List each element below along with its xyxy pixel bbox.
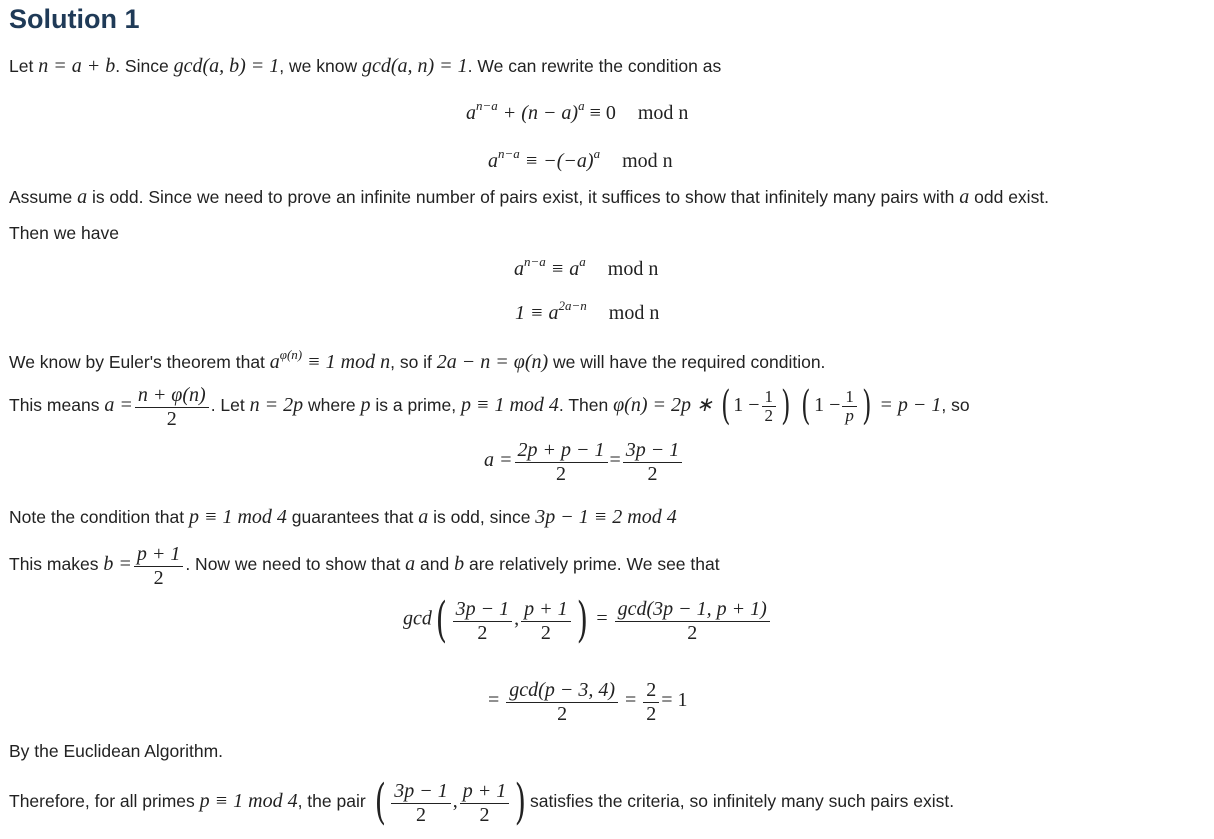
eq-term: ≡ 0 — [584, 102, 616, 124]
text: Assume — [9, 187, 78, 207]
eq-term: ≡ a — [545, 258, 580, 280]
fraction-denominator: 2 — [506, 702, 618, 725]
equation-3 — [514, 254, 658, 281]
text: where — [303, 395, 361, 415]
text: We know by Euler's theorem that — [9, 352, 270, 372]
math-inline: φ(n) = 2p ∗ — [613, 394, 713, 416]
text: Let — [9, 56, 39, 76]
text: are relatively prime. We see that — [464, 554, 720, 574]
text: is odd, since — [428, 507, 536, 527]
equation-4 — [515, 298, 659, 325]
fraction-numerator: 3p − 1 — [394, 779, 448, 802]
fraction — [643, 678, 659, 725]
text: . Since — [115, 56, 174, 76]
text: . Then — [558, 395, 614, 415]
paragraph-euclid: By the Euclidean Algorithm. — [9, 741, 224, 761]
fraction — [506, 678, 618, 725]
eq-term: + (n − a) — [497, 102, 579, 124]
math-inline: n = a + b — [38, 55, 116, 77]
paragraph-makes — [9, 538, 720, 590]
fraction-numerator: 3p − 1 — [625, 439, 680, 461]
left-paren: ( — [720, 383, 731, 430]
eq-term: gcd — [403, 607, 432, 630]
fraction-denominator: 2 — [135, 407, 209, 430]
math-inline: b = — [103, 553, 132, 575]
math-inline: p ≡ 1 mod 4 — [460, 394, 559, 416]
right-paren: ) — [515, 774, 527, 831]
math-inline: ≡ 1 mod n — [302, 351, 391, 373]
text: odd exist. — [969, 187, 1050, 207]
fraction-denominator: 2 — [134, 566, 184, 589]
text: guarantees that — [286, 507, 419, 527]
fraction — [521, 597, 571, 644]
math-inline: a — [405, 553, 416, 575]
math-inline: a — [269, 351, 280, 373]
math-inline: , — [452, 790, 458, 812]
equation-6 — [403, 592, 772, 648]
eq-term: = — [488, 689, 500, 712]
eq-term: = — [624, 689, 637, 712]
eq-term: = — [609, 449, 621, 472]
eq-term: , — [514, 607, 520, 630]
eq-term: = — [596, 607, 608, 630]
fraction-denominator: p — [842, 406, 857, 425]
math-inline: n = 2p — [249, 394, 304, 416]
math-inline: gcd(a, n) = 1 — [361, 55, 468, 77]
fraction-numerator: 3p − 1 — [455, 597, 510, 620]
eq-mod: mod n — [607, 258, 659, 280]
fraction — [135, 383, 209, 430]
text: This means — [9, 395, 105, 415]
right-paren: ) — [861, 383, 872, 430]
fraction — [615, 597, 770, 644]
math-inline: 3p − 1 ≡ 2 mod 4 — [535, 506, 677, 528]
equation-7 — [488, 678, 688, 725]
right-paren: ) — [781, 383, 791, 430]
paragraph-assume — [9, 186, 1049, 208]
math-inline: a — [959, 186, 970, 208]
fraction — [623, 438, 683, 485]
math-inline: = p − 1 — [879, 394, 942, 416]
math-inline: b — [454, 553, 465, 575]
math-inline: p ≡ 1 mod 4 — [199, 790, 298, 812]
fraction-numerator: 1 — [764, 386, 773, 406]
fraction-numerator: p + 1 — [524, 597, 568, 620]
paragraph-then: Then we have — [9, 223, 119, 243]
fraction — [515, 438, 608, 485]
paragraph-conclusion — [9, 772, 954, 830]
math-inline: p ≡ 1 mod 4 — [188, 506, 287, 528]
fraction-numerator: gcd(p − 3, 4) — [509, 679, 615, 701]
text: This makes — [9, 554, 104, 574]
math-inline: 1 − — [733, 394, 760, 416]
equation-1 — [466, 98, 688, 125]
fraction-numerator: p + 1 — [136, 542, 181, 565]
fraction — [842, 388, 857, 425]
eq-exponent: n−a — [498, 146, 520, 161]
text: Note the condition that — [9, 507, 189, 527]
fraction — [453, 597, 513, 644]
fraction-denominator: 2 — [453, 621, 513, 644]
fraction-numerator: 1 — [845, 386, 854, 406]
eq-term: ≡ −(−a) — [519, 150, 594, 172]
fraction-denominator: 2 — [460, 803, 510, 826]
fraction — [460, 779, 510, 826]
left-paren: ( — [374, 774, 386, 831]
text: , we know — [279, 56, 362, 76]
text: . Now we need to show that — [185, 554, 406, 574]
math-inline: 1 − — [814, 394, 841, 416]
right-paren: ) — [576, 592, 588, 648]
eq-term: a — [466, 102, 476, 124]
fraction-numerator: p + 1 — [462, 779, 507, 802]
eq-term: a = — [484, 449, 513, 472]
text: , so — [941, 395, 970, 415]
paragraph-euler — [9, 344, 825, 373]
text: and — [415, 554, 455, 574]
eq-mod: mod n — [637, 102, 689, 124]
eq-mod: mod n — [622, 150, 673, 172]
paragraph-note — [9, 506, 677, 528]
fraction-numerator: gcd(3p − 1, p + 1) — [617, 597, 767, 620]
text: is a prime, — [370, 395, 461, 415]
math-inline: a = — [104, 394, 133, 416]
text: satisfies the criteria, so infinitely many such pairs exist. — [530, 791, 955, 811]
fraction-denominator: 2 — [521, 621, 571, 644]
eq-exponent: 2a−n — [558, 298, 587, 313]
math-inline: gcd(a, b) = 1 — [173, 55, 280, 77]
fraction-numerator: n + φ(n) — [137, 383, 206, 406]
paragraph-intro — [9, 55, 721, 77]
eq-term: a — [514, 258, 524, 280]
fraction-denominator: 2 — [623, 462, 683, 485]
paragraph-means — [9, 376, 970, 434]
eq-mod: mod n — [608, 302, 660, 324]
math-inline: 2a − n = φ(n) — [436, 351, 549, 373]
left-paren: ( — [801, 383, 811, 430]
fraction-denominator: 2 — [643, 702, 659, 725]
fraction — [391, 779, 451, 826]
text: , so if — [390, 352, 437, 372]
fraction — [134, 542, 184, 589]
text: . We can rewrite the condition as — [467, 56, 722, 76]
eq-exponent: n−a — [524, 254, 546, 269]
math-inline: a — [77, 186, 88, 208]
text: is odd. Since we need to prove an infinite number of pairs exist, it suffices to show that infinitely many pairs with — [87, 187, 960, 207]
fraction — [762, 388, 777, 425]
eq-term: a — [488, 150, 498, 172]
eq-term: = 1 — [661, 689, 688, 712]
fraction-numerator: 2p + p − 1 — [517, 439, 605, 461]
text: , the pair — [297, 791, 371, 811]
eq-exponent: a — [593, 146, 601, 161]
math-inline: p — [360, 394, 371, 416]
fraction-denominator: 2 — [515, 462, 608, 485]
math-inline: a — [418, 506, 429, 528]
equation-2 — [488, 146, 673, 173]
eq-term: 1 ≡ a — [515, 302, 559, 324]
fraction-denominator: 2 — [391, 803, 451, 826]
equation-5 — [484, 438, 684, 485]
fraction-denominator: 2 — [762, 406, 777, 425]
eq-exponent: a — [579, 254, 586, 269]
fraction-denominator: 2 — [615, 621, 770, 644]
text: Therefore, for all primes — [9, 791, 200, 811]
solution-heading: Solution 1 — [9, 4, 140, 34]
left-paren: ( — [435, 592, 447, 648]
eq-exponent: n−a — [476, 98, 498, 113]
eq-exponent: a — [578, 98, 585, 113]
text: . Let — [210, 395, 250, 415]
math-exponent: φ(n) — [279, 347, 303, 362]
text: we will have the required condition. — [548, 352, 826, 372]
fraction-numerator: 2 — [646, 679, 657, 701]
